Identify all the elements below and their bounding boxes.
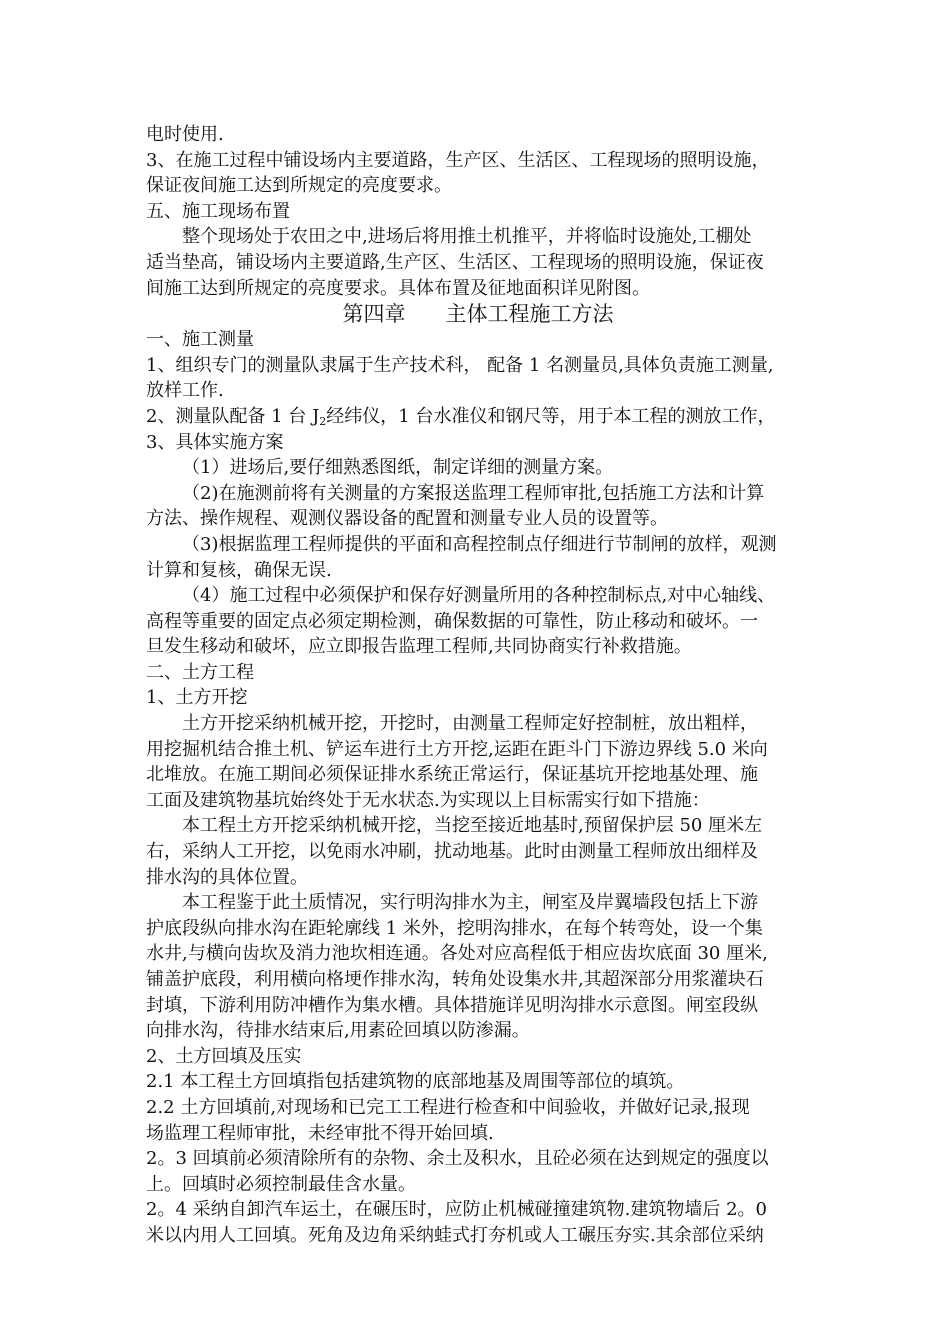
body-text-line: 铺盖护底段，利用横向格埂作排水沟，转角处设集水井,其超深部分用浆灌块石 [146, 969, 764, 990]
body-text-line-with-subscript [146, 404, 810, 430]
paragraph-first-line: 本工程土方开挖采纳机械开挖，当挖至接近地基时,预留保护层 50 厘米左 [182, 815, 763, 837]
body-text-line: 2.2 土方回填前,对现场和已完工工程进行检查和中间验收，并做好记录,报现 [146, 1096, 750, 1118]
section-heading: 二、土方工程 [146, 661, 254, 683]
subsection-heading: 2、土方回填及压实 [146, 1045, 302, 1067]
chapter-title: 第四章 主体工程施工方法 [342, 302, 614, 327]
body-text-line: 米以内用人工回填。死角及边角采纳蛙式打夯机或人工碾压夯实.其余部位采纳 [146, 1224, 764, 1246]
body-text-line: 保证夜间施工达到所规定的亮度要求。 [146, 175, 452, 197]
text-segment: 经纬仪，1 台水准仪和钢尺等，用于本工程的测放工作， [326, 405, 776, 427]
body-text-line: 2。4 采纳自卸汽车运土，在碾压时，应防止机械碰撞建筑物.建筑物墙后 2。0 [146, 1199, 767, 1221]
paragraph-first-line: 本工程鉴于此土质情况，实行明沟排水为主，闸室及岸翼墙段包括上下游 [182, 892, 758, 914]
body-text-line: 用挖掘机结合推土机、铲运车进行土方开挖,运距在距斗门下游边界线 5.0 米向 [146, 738, 768, 760]
subsection-heading: 3、具体实施方案 [146, 431, 284, 453]
body-text-line: 上。回填时必须控制最佳含水量。 [146, 1173, 416, 1195]
document-page [146, 122, 810, 1249]
body-text-line: 2。3 回填前必须清除所有的杂物、余土及积水，且砼必须在达到规定的强度以 [146, 1148, 769, 1170]
body-text-line: 护底段纵向排水沟在距轮廓线 1 米外，挖明沟排水，在每个转弯处，设一个集 [146, 917, 763, 939]
body-text-line: 间施工达到所规定的亮度要求。具体布置及征地面积详见附图。 [146, 277, 650, 299]
section-heading: 五、施工现场布置 [146, 200, 290, 222]
list-item: （2)在施测前将有关测量的方案报送监理工程师审批,包括施工方法和计算 [182, 482, 765, 504]
body-text-line: 水井,与横向齿坎及消力池坎相连通。各处对应高程低于相应齿坎底面 30 厘米, [146, 943, 768, 965]
body-text-line: 适当垫高，铺设场内主要道路,生产区、生活区、工程现场的照明设施，保证夜 [146, 251, 764, 273]
body-text-line: 北堆放。在施工期间必须保证排水系统正常运行，保证基坑开挖地基处理、施 [146, 764, 758, 786]
body-text-line: 封填，下游利用防冲槽作为集水槽。具体措施详见明沟排水示意图。闸室段纵 [146, 994, 758, 1016]
list-item: （3)根据监理工程师提供的平面和高程控制点仔细进行节制闸的放样，观测 [182, 533, 777, 555]
body-text-line: 高程等重要的固定点必须定期检测，确保数据的可靠性，防止移动和破坏。一 [146, 610, 758, 632]
body-text-line: 计算和复核，确保无误. [146, 559, 332, 581]
body-text-line: 3、在施工过程中铺设场内主要道路，生产区、生活区、工程现场的照明设施， [146, 149, 770, 171]
body-text-line: 右，采纳人工开挖，以免雨水冲刷，扰动地基。此时由测量工程师放出细样及 [146, 841, 758, 863]
body-text-line: 方法、操作规程、观测仪器设备的配置和测量专业人员的设置等。 [146, 508, 668, 530]
paragraph-first-line: 土方开挖采纳机械开挖，开挖时，由测量工程师定好控制桩，放出粗样， [182, 713, 758, 735]
list-item: （1）进场后,要仔细熟悉图纸，制定详细的测量方案。 [182, 457, 614, 479]
list-item: （4）施工过程中必须保护和保存好测量所用的各种控制标点,对中心轴线、 [182, 585, 776, 607]
text-segment: 2、测量队配备 1 台 J [146, 405, 320, 427]
body-text-line: 排水沟的具体位置。 [146, 866, 308, 888]
subscript-text: 2 [319, 414, 327, 428]
body-text-line: 电时使用. [146, 124, 224, 145]
body-text-line: 场监理工程师审批，未经审批不得开始回填. [146, 1122, 494, 1144]
body-text-line: 放样工作. [146, 380, 224, 402]
body-text-line: 向排水沟，待排水结束后,用素砼回填以防渗漏。 [146, 1020, 530, 1042]
body-text-line: 1、组织专门的测量队隶属于生产技术科， 配备 1 名测量员,具体负责施工测量, [146, 354, 774, 376]
body-text-line: 2.1 本工程土方回填指包括建筑物的底部地基及周围等部位的填筑。 [146, 1071, 685, 1093]
subsection-heading: 1、土方开挖 [146, 687, 248, 709]
body-text-line: 旦发生移动和破坏，应立即报告监理工程师,共同协商实行补救措施。 [146, 636, 692, 658]
section-heading: 一、施工测量 [146, 329, 254, 351]
body-text-line: 工面及建筑物基坑始终处于无水状态.为实现以上目标需实行如下措施： [146, 789, 710, 811]
paragraph-first-line: 整个现场处于农田之中,进场后将用推土机推平，并将临时设施处,工棚处 [182, 226, 752, 248]
